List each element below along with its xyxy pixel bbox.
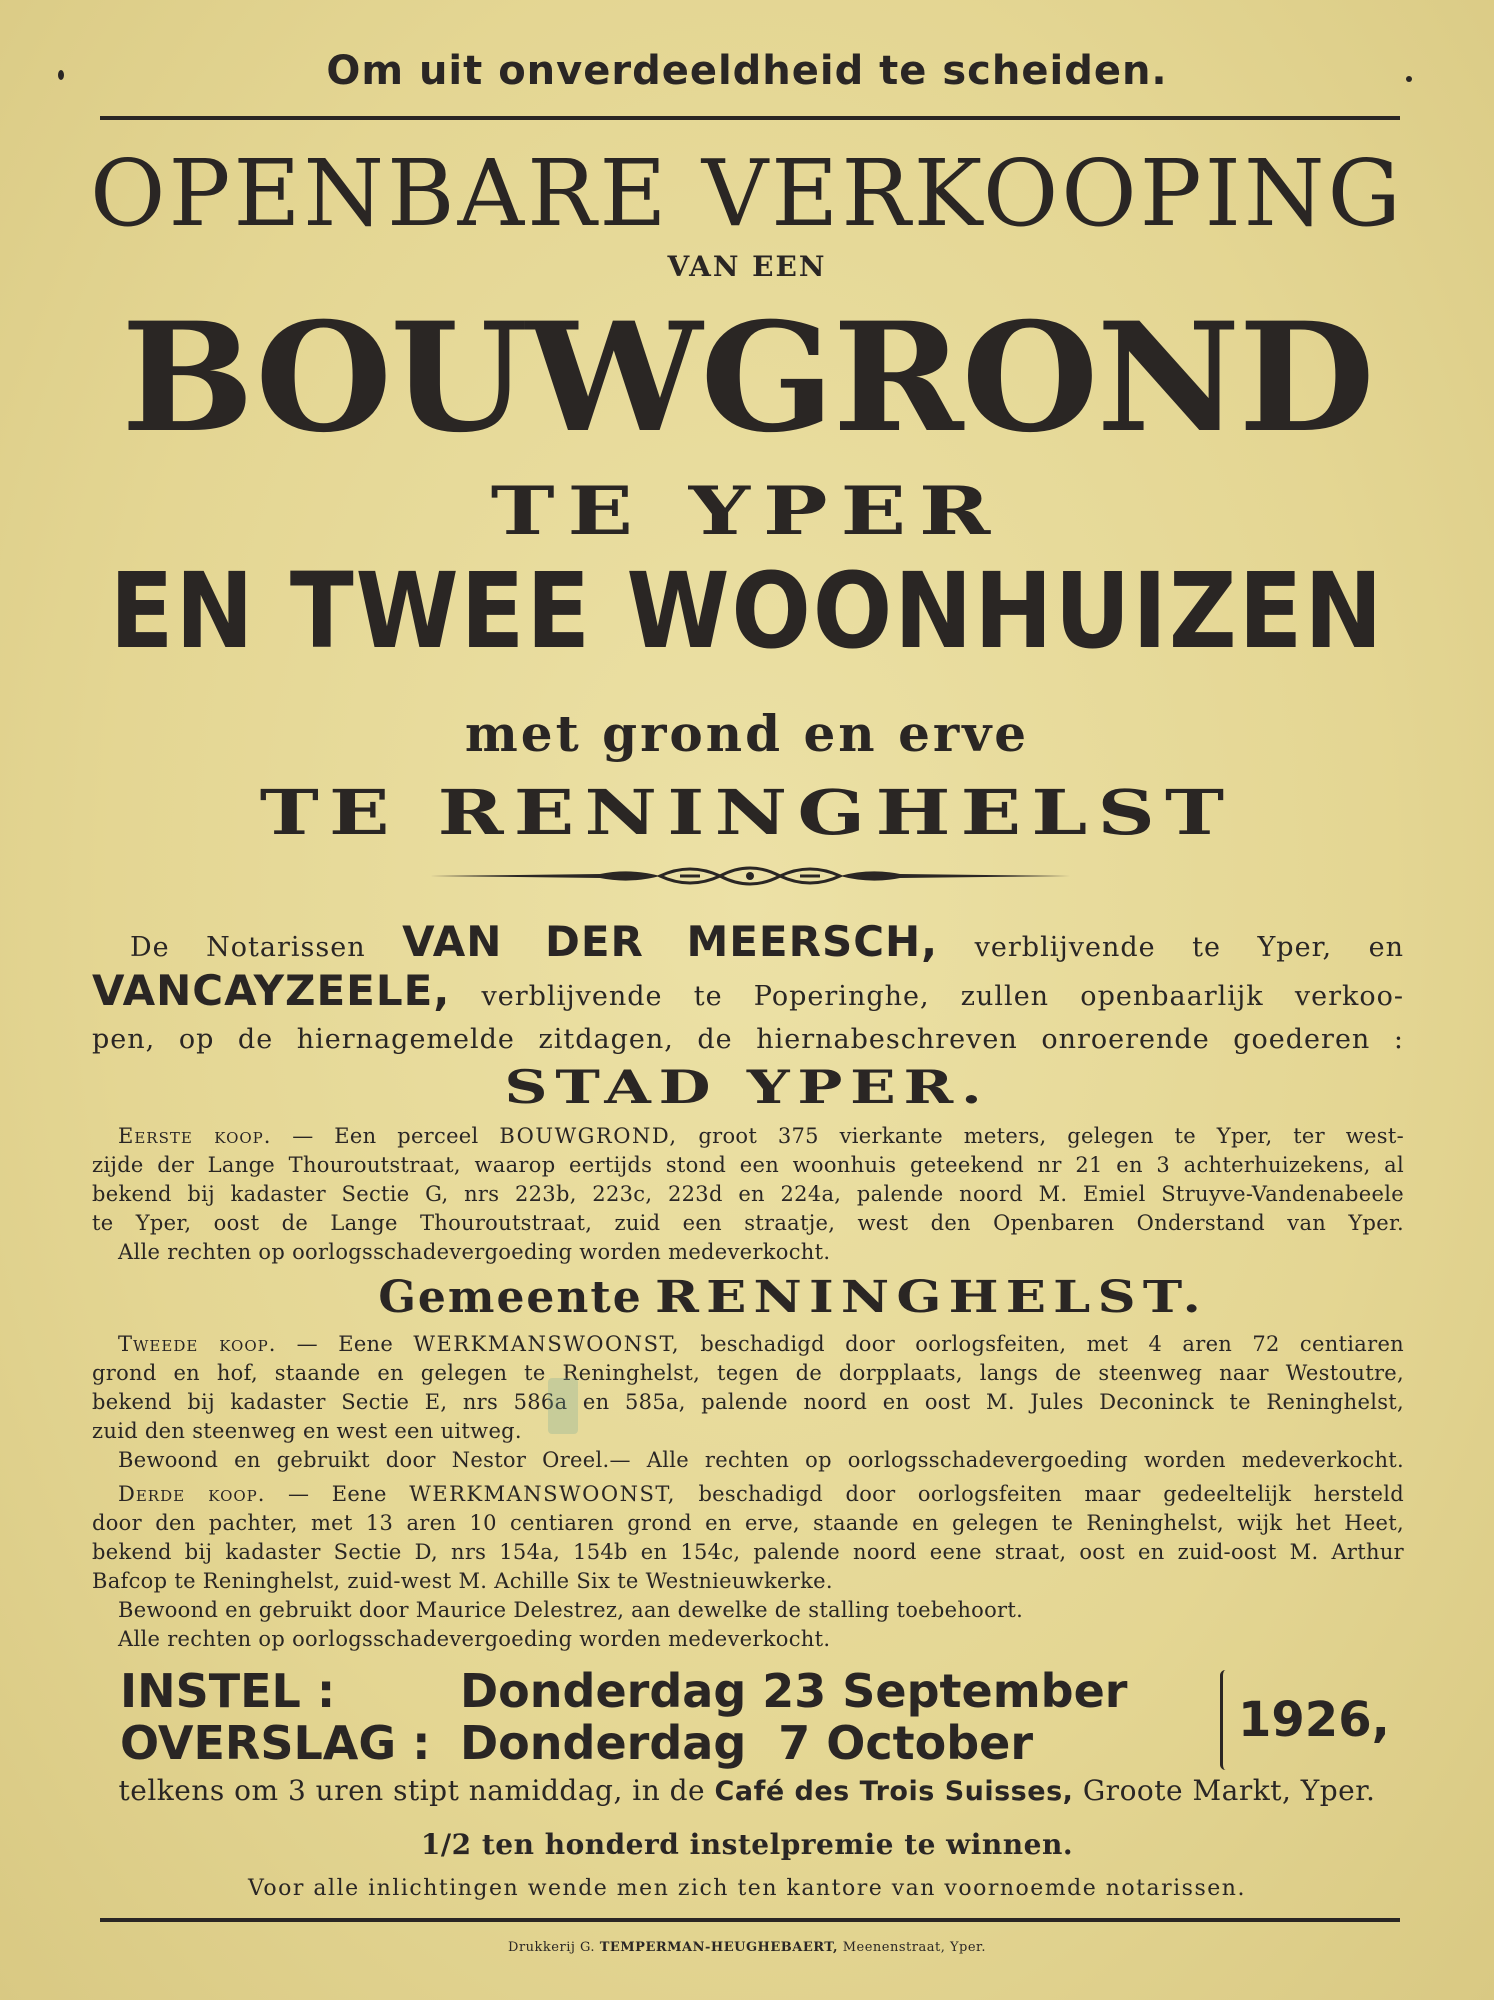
title-bouwgrond: BOUWGROND [121, 290, 1373, 466]
sale-location-line [0, 1774, 1494, 1807]
lot-text: groot 375 vierkante meters, gelegen te Yper, ter west- [698, 1124, 1404, 1148]
lot-line: Alle rechten op oorlogsschadevergoeding worden medeverkocht. [118, 1240, 831, 1264]
printer-name: TEMPERMAN-HEUGHEBAERT, [599, 1940, 839, 1955]
lot-3-paragraph [92, 1480, 1404, 1654]
title-te-yper: TE YPER [490, 472, 1004, 550]
lot-text: beschadigd door oorlogsfeiten maar gedeeltelijk hersteld [698, 1482, 1404, 1506]
bottom-rule [100, 1918, 1400, 1922]
sale-year: 1926, [1238, 1692, 1390, 1748]
lot-property-type: WERKMANSWOONST, [413, 1332, 681, 1356]
location-text: telkens om 3 uren stipt namiddag, in de [118, 1774, 706, 1807]
printer-credit [0, 1940, 1494, 1955]
lot-line: zijde der Lange Thouroutstraat, waarop eertijds stond een woonhuis geteekend nr 21 en 3 achterhuizekens, al [92, 1153, 1404, 1177]
lot-property-type: BOUWGROND, [499, 1124, 678, 1148]
lot-line: bekend bij kadaster Sectie E, nrs 586a en 585a, palende noord en oost M. Jules Deconinck te Reninghelst, [92, 1390, 1404, 1414]
section-heading-text: RENINGHELST. [654, 1272, 1208, 1323]
intro-paragraph [92, 917, 1404, 1061]
overslag-date: Donderdag 7 October [460, 1716, 1034, 1770]
lot-property-type: WERKMANSWOONST, [409, 1482, 676, 1506]
overslag-label: OVERSLAG : [120, 1716, 431, 1770]
intro-line: pen, op de hiernagemelde zitdagen, de hiernabeschreven onroerende goederen : [92, 1024, 1404, 1055]
title-te-reninghelst: TE RENINGHELST [259, 776, 1235, 849]
intro-text: verblijvende te Yper, en [974, 932, 1404, 963]
lot-line: zuid den steenweg en west een uitweg. [92, 1419, 522, 1443]
printer-text: Drukkerij G. [508, 1940, 596, 1955]
section-heading-stad-yper: STAD YPER. [504, 1060, 990, 1114]
lot-line [92, 1122, 1404, 1151]
instel-date: Donderdag 23 September [460, 1664, 1128, 1718]
lot-line: Bewoond en gebruikt door Maurice Delestrez, aan dewelke de stalling toebehoort. [118, 1598, 1024, 1622]
title-van-een: VAN EEN [667, 250, 827, 283]
information-line: Voor alle inlichtingen wende men zich ten kantore van voornoemde notarissen. [248, 1876, 1246, 1901]
lot-text: — Een perceel [292, 1124, 479, 1148]
lot-text: — Eene [287, 1482, 387, 1506]
printer-text: Meenenstraat, Yper. [842, 1940, 986, 1955]
lot-line: Alle rechten op oorlogsschadevergoeding worden medeverkocht. [118, 1627, 831, 1651]
date-brace [1220, 1670, 1231, 1770]
venue-name: Café des Trois Suisses, [714, 1776, 1074, 1807]
overslag-date-line [120, 1716, 1220, 1770]
notary-name: VANCAYZEELE, [92, 966, 451, 1015]
title-met-grond: met grond en erve [464, 704, 1030, 763]
notary-name: VAN DER MEERSCH, [402, 917, 939, 966]
instel-label: INSTEL : [120, 1664, 336, 1718]
intro-line [92, 966, 1404, 1018]
lot-line: door den pachter, met 13 aren 10 centiaren grond en erve, staande en gelegen te Reninghelst, wijk het Heet, [92, 1511, 1404, 1535]
ornament-divider-icon [430, 858, 1070, 894]
intro-text: De Notarissen [130, 932, 366, 963]
title-openbare-verkooping: OPENBARE VERKOOPING [90, 140, 1404, 247]
premium-line: 1/2 ten honderd instelpremie te winnen. [420, 1828, 1074, 1861]
top-rule [100, 116, 1400, 120]
section-heading-gemeente-reninghelst [0, 1272, 1494, 1323]
lot-label: Derde koop. [118, 1482, 266, 1506]
lot-line: Bewoond en gebruikt door Nestor Oreel.— Alle rechten op oorlogsschadevergoeding worden medeverkocht. [118, 1448, 1404, 1472]
lot-text: — Eene [296, 1332, 394, 1356]
lot-line [92, 1330, 1404, 1359]
lot-1-paragraph [92, 1122, 1404, 1267]
title-woonhuizen: EN TWEE WOONHUIZEN [109, 550, 1385, 672]
stamp-mark [548, 1378, 578, 1434]
lot-line: te Yper, oost de Lange Thouroutstraat, zuid een straatje, west den Openbaren Onderstand van Yper. [92, 1211, 1404, 1235]
instel-date-line [120, 1664, 1220, 1718]
lot-line: Bafcop te Reninghelst, zuid-west M. Achille Six te Westnieuwkerke. [92, 1569, 833, 1593]
lot-line: bekend bij kadaster Sectie G, nrs 223b, 223c, 223d en 224a, palende noord M. Emiel Struyve-Vandenabeele [92, 1182, 1404, 1206]
lot-2-paragraph [92, 1330, 1404, 1475]
lot-text: beschadigd door oorlogsfeiten, met 4 aren 72 centiaren [700, 1332, 1404, 1356]
lot-label: Eerste koop. [118, 1124, 272, 1148]
intro-text: verblijvende te Poperinghe, zullen openbaarlijk verkoo- [481, 981, 1404, 1012]
location-text: Groote Markt, Yper. [1082, 1774, 1376, 1807]
section-heading-text: Gemeente [378, 1272, 643, 1323]
header-line: Om uit onverdeeldheid te scheiden. [326, 48, 1168, 94]
lot-line: bekend bij kadaster Sectie D, nrs 154a, 154b en 154c, palende noord eene straat, oost en zuid-oost M. Arthur [92, 1540, 1404, 1564]
lot-line [92, 1480, 1404, 1509]
lot-line: grond en hof, staande en gelegen te Reninghelst, tegen de dorpplaats, langs de steenweg naar Westoutre, [92, 1361, 1404, 1385]
intro-line [92, 917, 1404, 969]
lot-label: Tweede koop. [118, 1332, 277, 1356]
